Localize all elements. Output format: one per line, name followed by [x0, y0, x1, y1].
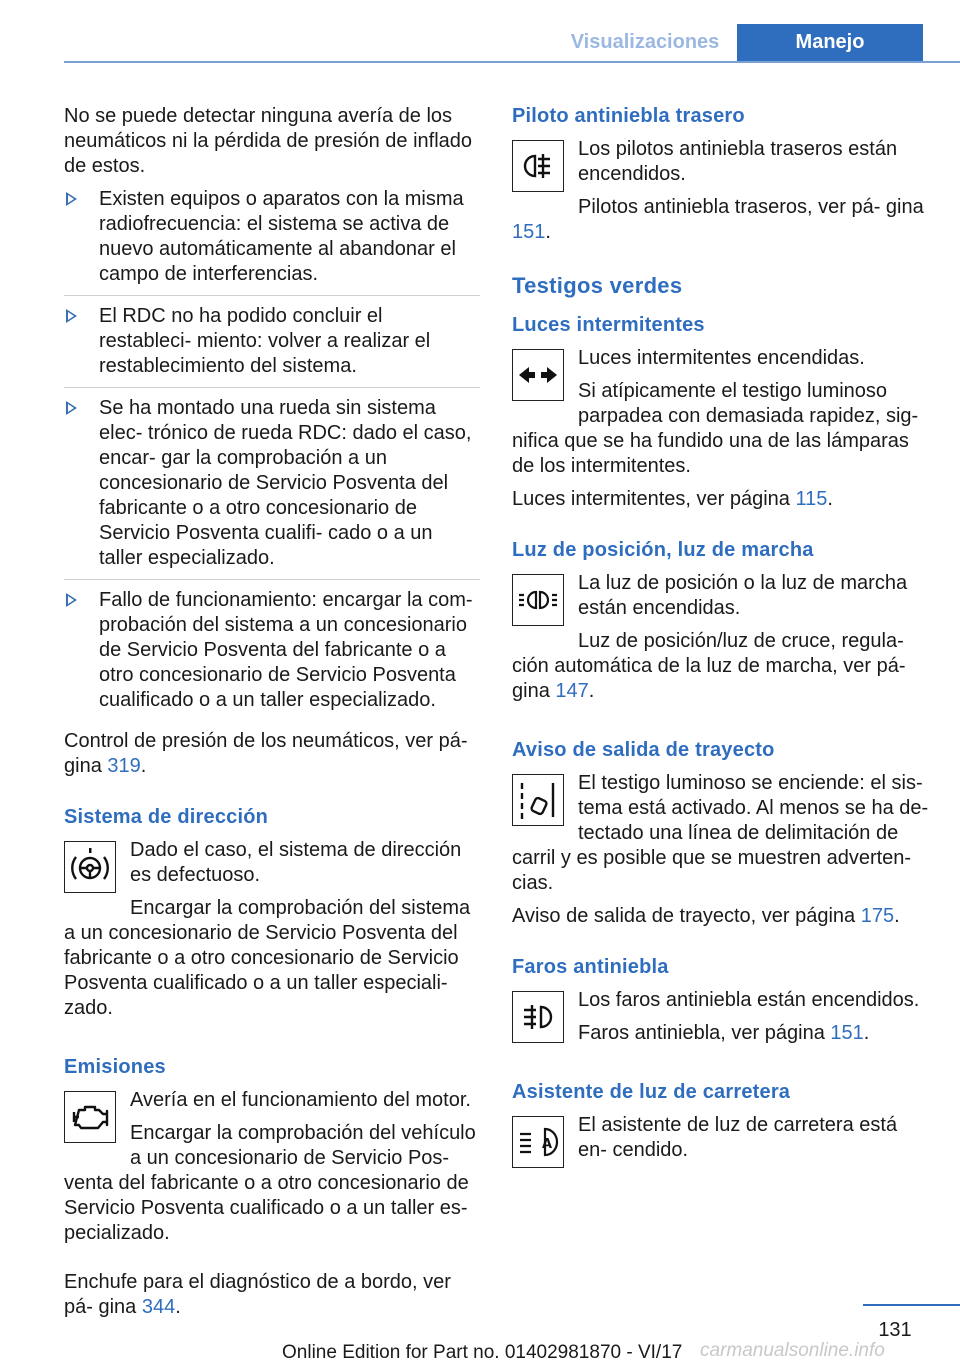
lane-departure-heading: Aviso de salida de trayecto: [512, 739, 775, 761]
turn-signal-reference: Luces intermitentes, ver página 115.: [512, 488, 833, 510]
turn-signal-icon: [512, 349, 564, 401]
position-light-block: [512, 571, 930, 712]
front-fog-reference: Faros antiniebla, ver página 151.: [578, 1022, 870, 1044]
steering-text-2: Encargar la comprobación del sistema a un concesionario de Servicio Posventa del fabricante o a otro concesionario de Servicio Posventa cualificado o a un taller especiali‐ zado.: [64, 897, 471, 1019]
emissions-heading: Emisiones: [64, 1056, 166, 1078]
emissions-text-1: Avería en el funcionamiento del motor.: [130, 1089, 471, 1111]
svg-text:A: A: [542, 1137, 553, 1152]
left-column: [64, 104, 480, 1328]
edition-note: Online Edition for Part no. 01402981870 - VI/17: [282, 1342, 683, 1363]
high-beam-assist-block: [512, 1113, 930, 1172]
page-link-147[interactable]: 147: [555, 680, 589, 702]
lane-departure-icon: [512, 774, 564, 826]
right-column: [512, 104, 930, 1172]
engine-icon: [64, 1091, 116, 1143]
front-fog-block: [512, 988, 930, 1054]
steering-heading: Sistema de dirección: [64, 806, 269, 828]
triangle-bullet-icon: [66, 309, 77, 323]
front-fog-text-1: Los faros antiniebla están encendidos.: [578, 989, 920, 1011]
position-light-text-1: La luz de posición o la luz de marcha están encendidas.: [578, 572, 908, 619]
turn-signal-text-2: Si atípicamente el testigo luminoso parpadea con demasiada rapidez, sig‐ nifica que se ha fundido una de las lámparas de los intermitentes.: [512, 380, 919, 477]
list-item: Existen equipos o aparatos con la misma radiofrecuencia: el sistema se activa de nuevo automáticamente al abandonar el campo de interferencias.: [64, 187, 480, 296]
triangle-bullet-icon: [66, 192, 77, 206]
steering-text-1: Dado el caso, el sistema de dirección es defectuoso.: [130, 839, 462, 886]
bullet-list: [64, 187, 480, 721]
intro-paragraph: No se puede detectar ninguna avería de los neumáticos ni la pérdida de presión de inflado de estos.: [64, 105, 473, 177]
page-number: 131: [878, 1319, 912, 1341]
header-rule: [64, 61, 960, 63]
steering-warning-icon: [64, 841, 116, 893]
high-beam-assist-text-1: El asistente de luz de carretera está en‐ cendido.: [578, 1114, 898, 1161]
rear-fog-light-icon: [512, 140, 564, 192]
footer-rule: [863, 1304, 960, 1306]
position-light-icon: [512, 574, 564, 626]
list-item: Fallo de funcionamiento: encargar la com‐ probación del sistema a un concesionario de Servicio Posventa del fabricante o a otro concesionario de Servicio Posventa cualificado o a un taller especializado.: [64, 588, 480, 721]
list-item: Se ha montado una rueda sin sistema elec‐ trónico de rueda RDC: dado el caso, encar‐ gar la comprobación a un concesionario de Servicio Posventa del fabricante o a otro concesionario de Servicio Posventa cualifi‐ cado o a un taller especializado.: [64, 396, 480, 580]
triangle-bullet-icon: [66, 401, 77, 415]
position-light-reference: Luz de posición/luz de cruce, regula‐ ción automática de la luz de marcha, ver pá‐ gina 147.: [512, 630, 906, 702]
high-beam-assist-icon: [512, 1116, 564, 1168]
turn-signal-heading: Luces intermitentes: [512, 314, 705, 336]
page-link-319[interactable]: 319: [107, 755, 141, 777]
tire-pressure-reference: Control de presión de los neumáticos, ver pá‐ gina 319.: [64, 730, 468, 777]
page-link-344[interactable]: 344: [141, 1296, 176, 1318]
turn-signal-block: [512, 346, 930, 487]
high-beam-assist-heading: Asistente de luz de carretera: [512, 1081, 791, 1103]
rear-fog-heading: Piloto antiniebla trasero: [512, 105, 745, 127]
turn-signal-text-1: Luces intermitentes encendidas.: [578, 347, 865, 369]
page-link-151[interactable]: 151: [512, 221, 546, 243]
front-fog-heading: Faros antiniebla: [512, 956, 669, 978]
position-light-heading: Luz de posición, luz de marcha: [512, 539, 814, 561]
diagnosis-reference: Enchufe para el diagnóstico de a bordo, ver pá‐ gina 344.: [64, 1271, 451, 1318]
triangle-bullet-icon: [66, 593, 77, 607]
green-lights-heading: Testigos verdes: [512, 273, 683, 298]
page-link-151b[interactable]: 151: [830, 1022, 864, 1044]
page-link-115[interactable]: 115: [795, 488, 828, 510]
lane-departure-block: [512, 771, 930, 904]
watermark: carmanualsonline.info: [700, 1340, 885, 1361]
rear-fog-block: [512, 137, 930, 253]
rear-fog-text-1: Los pilotos antiniebla traseros están encendidos.: [578, 138, 898, 185]
emissions-text-2: Encargar la comprobación del vehículo a un concesionario de Servicio Pos‐ venta del fabricante o a otro concesionario de Servicio Posventa cualificado o a un taller es‐ pecializado.: [64, 1122, 476, 1244]
steering-block: [64, 838, 480, 1029]
header-chapter-tab: Manejo: [737, 24, 923, 63]
page-link-175[interactable]: 175: [860, 905, 895, 927]
lane-departure-text-1: El testigo luminoso se enciende: el sis‐ tema está activado. Al menos se ha de‐ tectado una línea de delimitación de carril y es posible que se muestren adverten‐ cias.: [512, 772, 929, 894]
front-fog-light-icon: [512, 991, 564, 1043]
rear-fog-reference: Pilotos antiniebla traseros, ver pá‐ gina 151.: [512, 196, 924, 243]
list-item: El RDC no ha podido concluir el restableci‐ miento: volver a realizar el restablecimiento del sistema.: [64, 304, 480, 388]
header-section-label: Visualizaciones: [570, 31, 720, 53]
emissions-block: [64, 1088, 480, 1254]
lane-departure-reference: Aviso de salida de trayecto, ver página 175.: [512, 905, 900, 927]
